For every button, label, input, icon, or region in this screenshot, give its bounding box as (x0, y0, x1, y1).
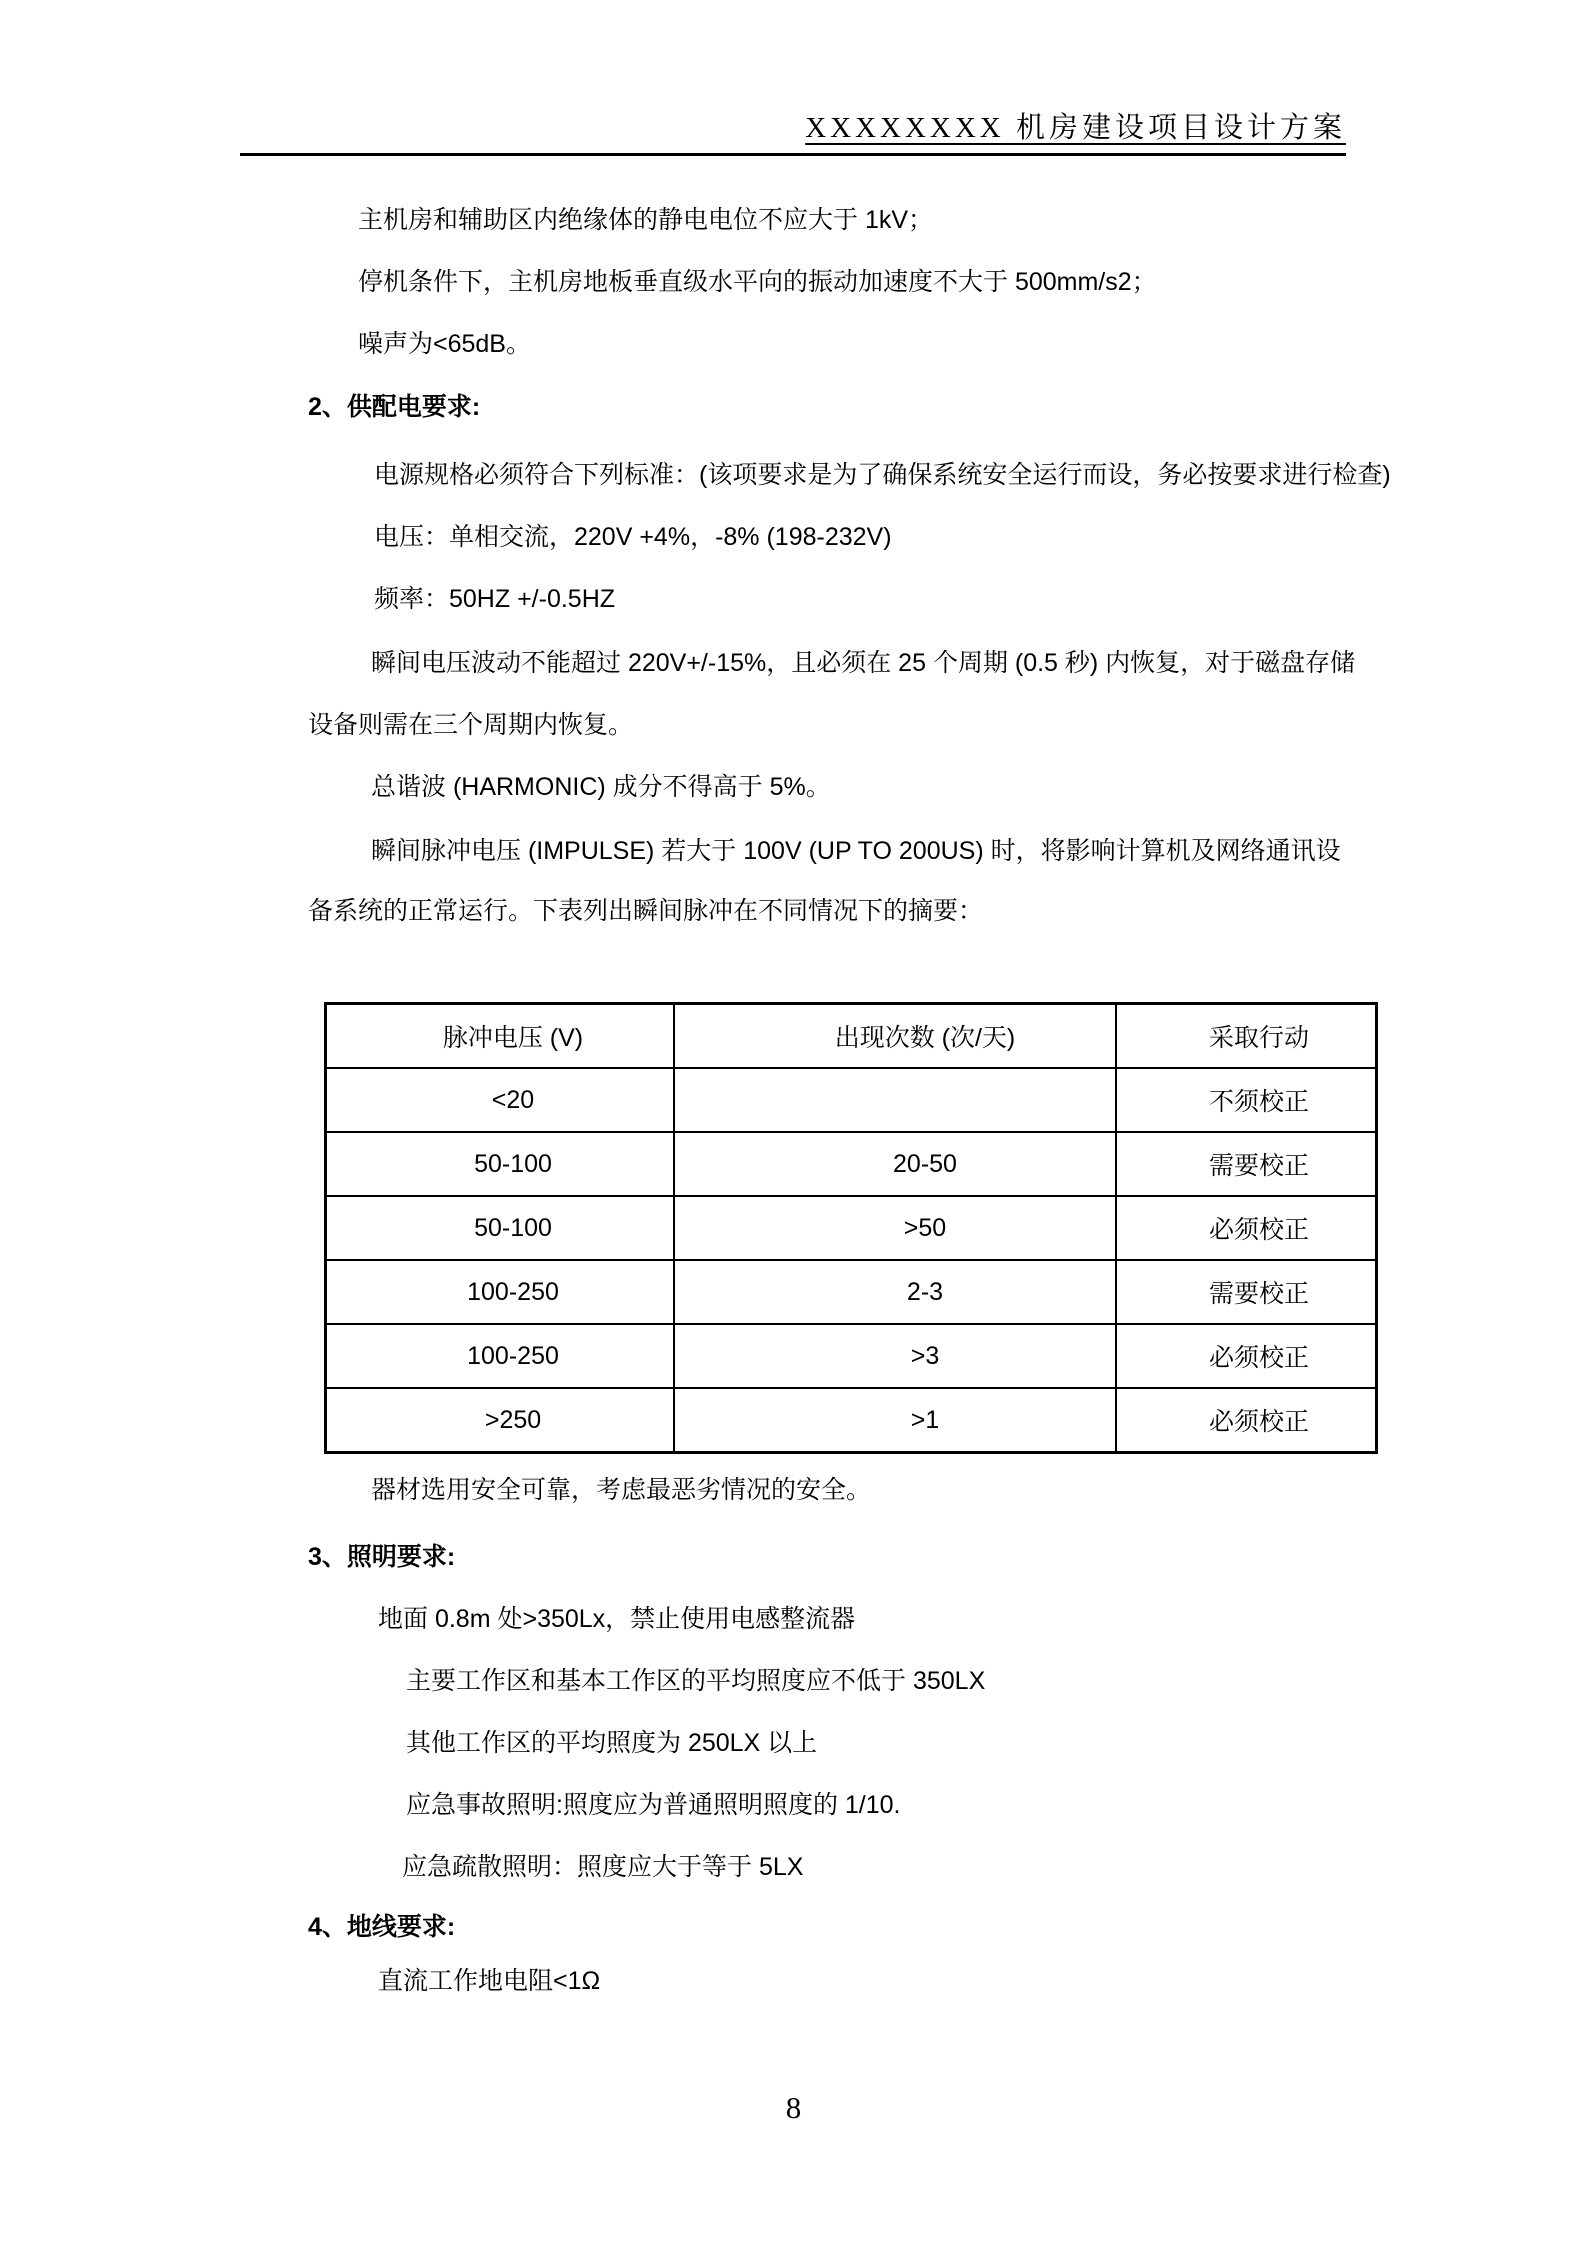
table-cell-action: 必须校正 (1116, 1196, 1377, 1260)
page-number: 8 (785, 2090, 802, 2125)
page-header-title: XXXXXXXX 机房建设项目设计方案 (805, 112, 1346, 144)
header-divider (240, 153, 1346, 156)
paragraph-lighting-floor: 地面 0.8m 处>350Lx，禁止使用电感整流器 (378, 1605, 856, 1633)
table-header-row (326, 1004, 1377, 1069)
table-cell-occurrences: 20-50 (674, 1132, 1116, 1196)
paragraph-lighting-other: 其他工作区的平均照度为 250LX 以上 (406, 1729, 818, 1757)
table-cell-voltage: 50-100 (326, 1132, 675, 1196)
paragraph-ground-resistance: 直流工作地电阻<1Ω (378, 1967, 601, 1995)
column-header-action: 采取行动 (1116, 1004, 1377, 1069)
table-cell-voltage: 100-250 (326, 1324, 675, 1388)
table-row (326, 1132, 1377, 1196)
paragraph-harmonic: 总谐波 (HARMONIC) 成分不得高于 5%。 (371, 773, 831, 801)
paragraph-noise: 噪声为<65dB。 (358, 330, 531, 358)
paragraph-static-electricity: 主机房和辅助区内绝缘体的静电电位不应大于 1kV； (358, 206, 934, 234)
paragraph-power-spec: 电源规格必须符合下列标准：(该项要求是为了确保系统安全运行而设，务必按要求进行检查) (374, 461, 1391, 489)
table-cell-action: 需要校正 (1116, 1132, 1377, 1196)
table-cell-voltage: 100-250 (326, 1260, 675, 1324)
table-cell-action: 必须校正 (1116, 1324, 1377, 1388)
paragraph-impulse-line1: 瞬间脉冲电压 (IMPULSE) 若大于 100V (UP TO 200US) 时，将影响计算机及网络通讯设 (371, 837, 1341, 865)
table-row (326, 1324, 1377, 1388)
column-header-pulse-voltage: 脉冲电压 (V) (326, 1004, 675, 1069)
table-cell-voltage: 50-100 (326, 1196, 675, 1260)
table-cell-occurrences (674, 1068, 1116, 1132)
paragraph-fluctuation-line2: 设备则需在三个周期内恢复。 (308, 711, 634, 739)
table-cell-occurrences: >3 (674, 1324, 1116, 1388)
table-row (326, 1068, 1377, 1132)
paragraph-impulse-line2: 备系统的正常运行。下表列出瞬间脉冲在不同情况下的摘要： (308, 897, 984, 925)
paragraph-lighting-main: 主要工作区和基本工作区的平均照度应不低于 350LX (406, 1667, 986, 1695)
column-header-occurrences: 出现次数 (次/天) (674, 1004, 1116, 1069)
section-heading-lighting: 3、照明要求: (308, 1543, 456, 1571)
table-cell-occurrences: >50 (674, 1196, 1116, 1260)
table-row (326, 1388, 1377, 1453)
table-cell-occurrences: 2-3 (674, 1260, 1116, 1324)
paragraph-vibration: 停机条件下，主机房地板垂直级水平向的振动加速度不大于 500mm/s2； (358, 268, 1157, 296)
section-heading-ground: 4、地线要求: (308, 1913, 456, 1941)
table-row (326, 1260, 1377, 1324)
section-heading-power: 2、供配电要求: (308, 393, 481, 421)
paragraph-fluctuation-line1: 瞬间电压波动不能超过 220V+/-15%，且必须在 25 个周期 (0.5 秒) 内恢复，对于磁盘存储 (371, 649, 1356, 677)
table-cell-voltage: >250 (326, 1388, 675, 1453)
paragraph-frequency: 频率：50HZ +/-0.5HZ (374, 585, 616, 613)
impulse-voltage-table (324, 1002, 1378, 1454)
paragraph-lighting-evacuation: 应急疏散照明：照度应大于等于 5LX (402, 1853, 804, 1881)
paragraph-lighting-emergency: 应急事故照明:照度应为普通照明照度的 1/10. (406, 1791, 901, 1819)
table-cell-occurrences: >1 (674, 1388, 1116, 1453)
table-cell-action: 不须校正 (1116, 1068, 1377, 1132)
paragraph-equipment-safety: 器材选用安全可靠，考虑最恶劣情况的安全。 (371, 1476, 872, 1504)
table-cell-action: 必须校正 (1116, 1388, 1377, 1453)
paragraph-voltage: 电压：单相交流，220V +4%，-8% (198-232V) (374, 523, 892, 551)
table-cell-action: 需要校正 (1116, 1260, 1377, 1324)
table-row (326, 1196, 1377, 1260)
table-cell-voltage: <20 (326, 1068, 675, 1132)
